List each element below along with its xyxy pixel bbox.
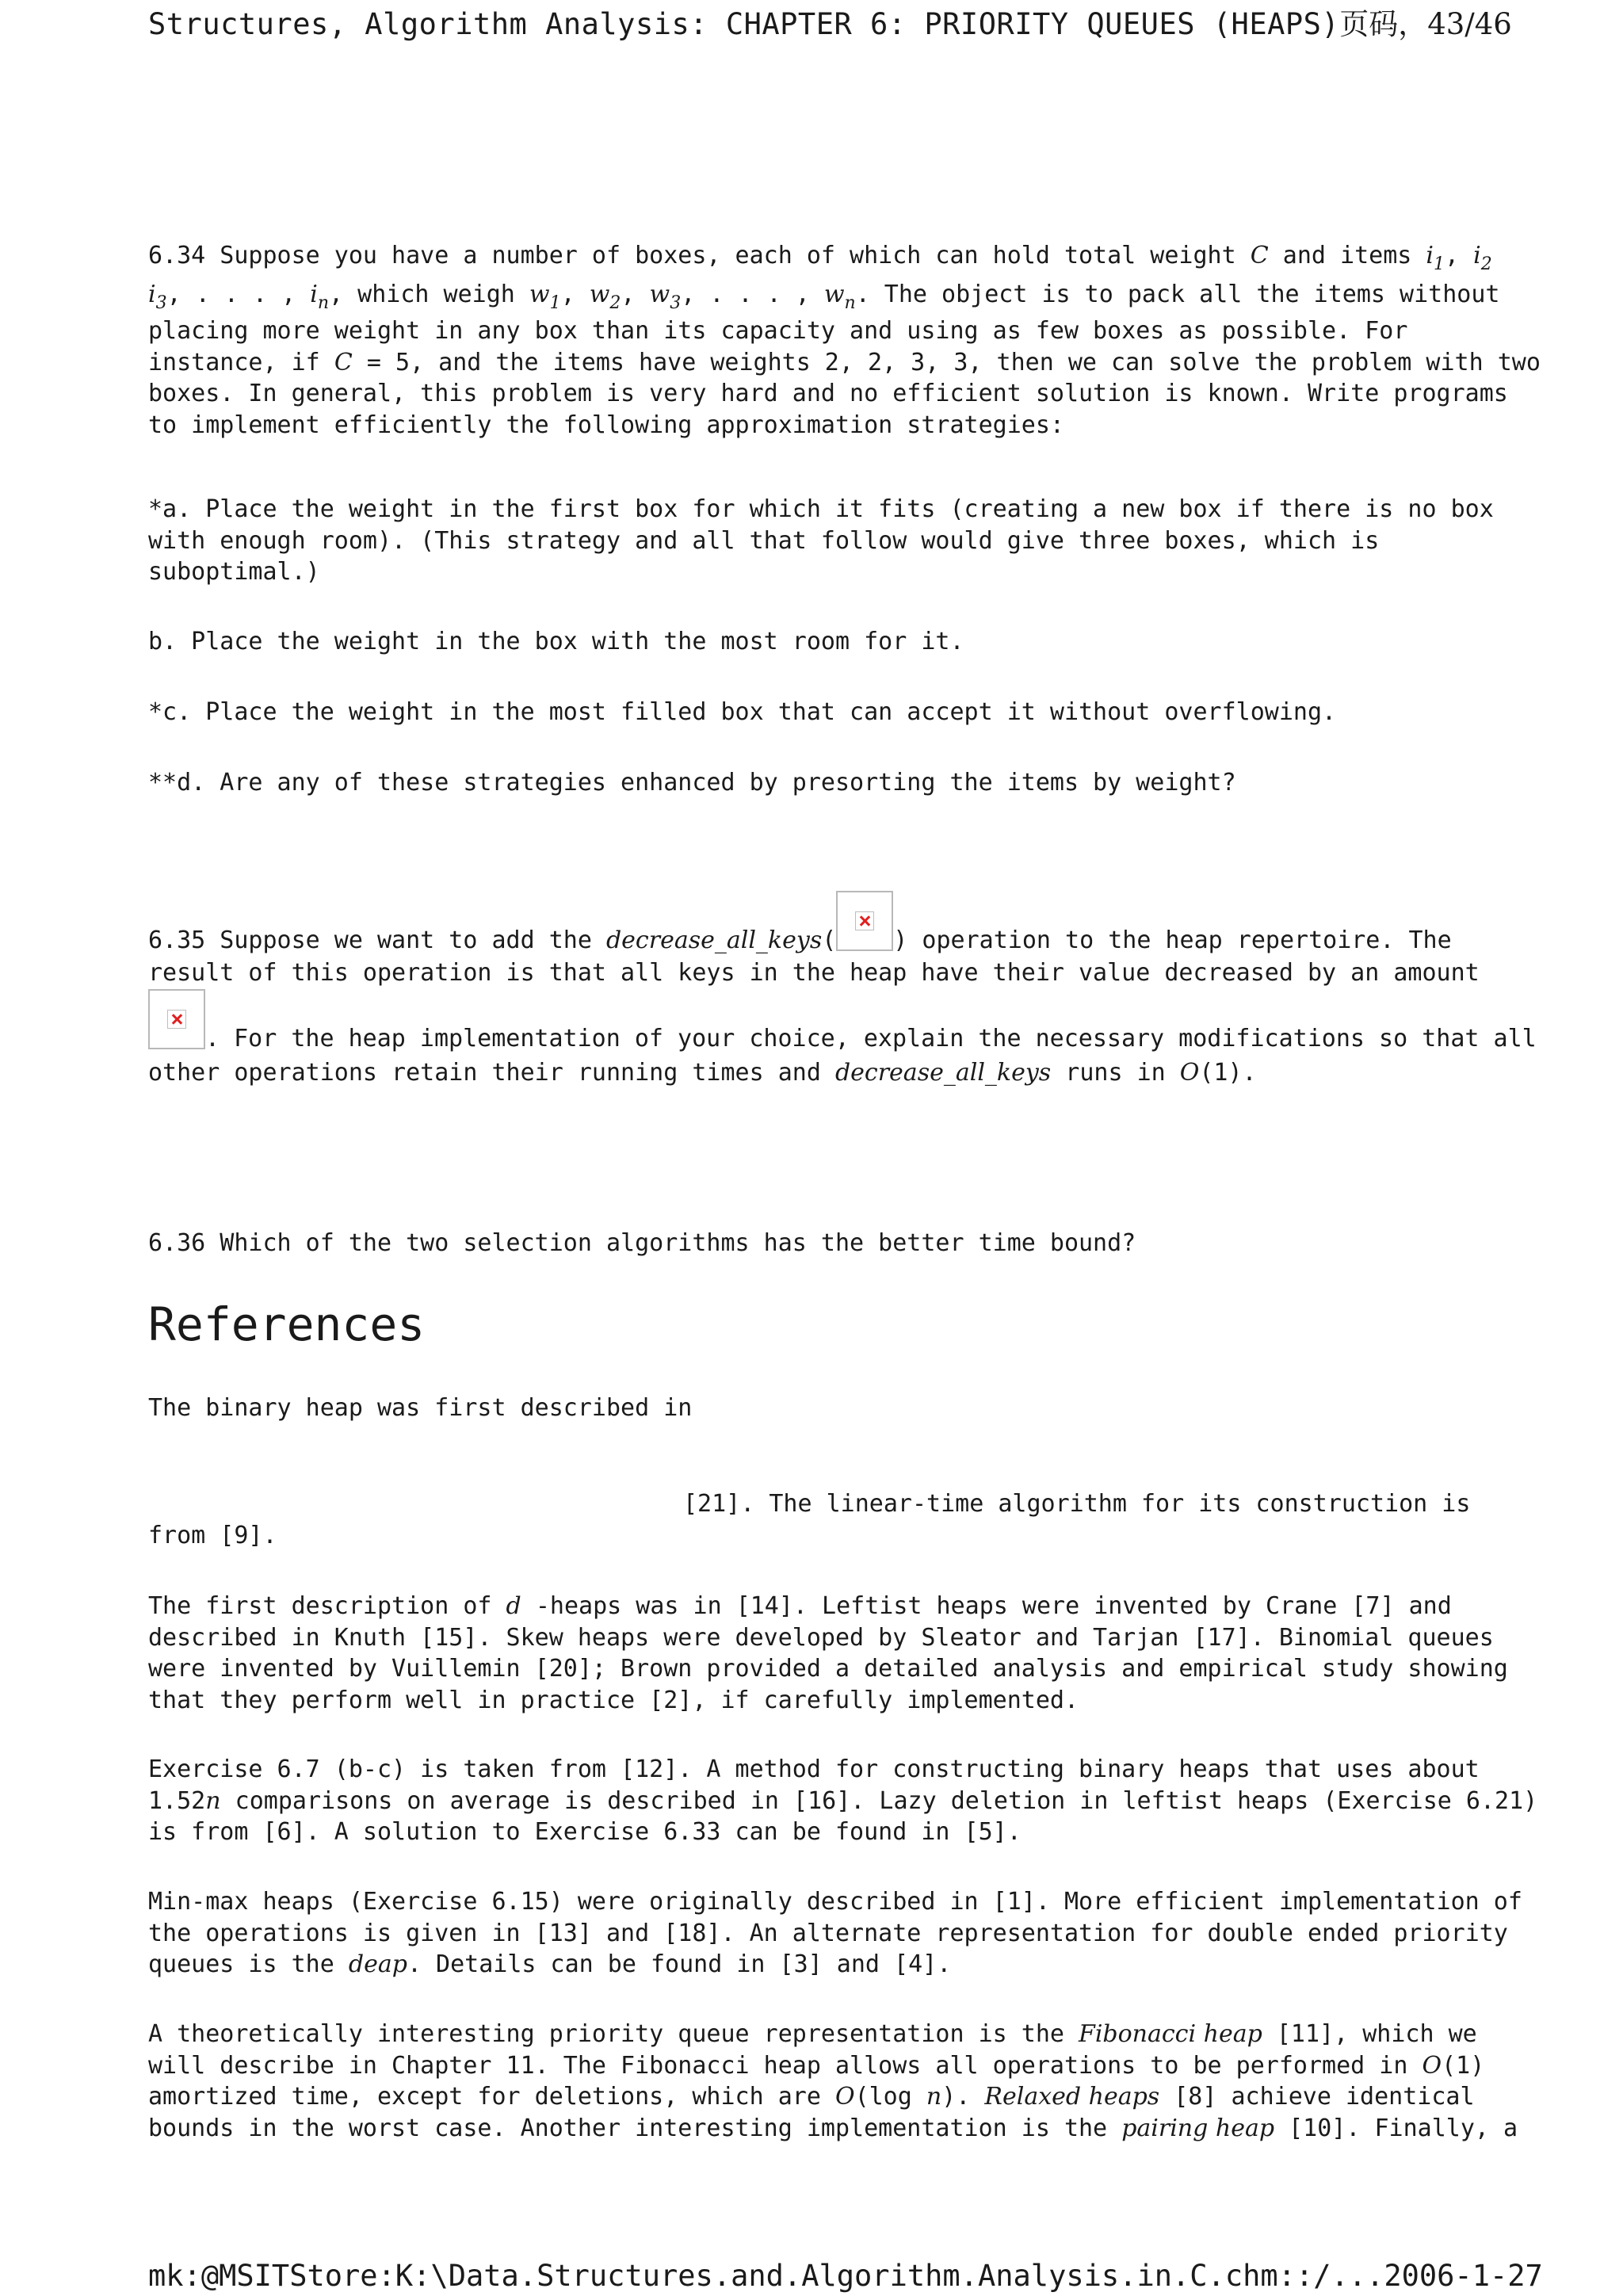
ex634-line-3: placing more weight in any box than its capacity and using as few boxes as possible. For — [148, 317, 1408, 345]
page-footer — [148, 2259, 1543, 2293]
ex634-line-4: instance, if C = 5, and the items have weights 2, 2, 3, 3, then we can solve the problem with two — [148, 348, 1541, 376]
ex634-line-1: 6.34 Suppose you have a number of boxes, each of which can hold total weight C and items $i_1$, $i_2$ — [148, 242, 1492, 274]
exercise-6-34 — [148, 238, 1541, 441]
header-title: Structures, Algorithm Analysis: CHAPTER 6: PRIORITY QUEUES (HEAPS) — [148, 7, 1340, 41]
footer-path: mk:@MSITStore:K:\Data.Structures.and.Algorithm.Analysis.in.C.chm::/... — [148, 2259, 1384, 2293]
references-p1: The binary heap was first described in — [148, 1394, 693, 1422]
strategy-c: *c. Place the weight in the most filled box that can accept it without overflowing. — [148, 698, 1337, 726]
ex635-line-2: result of this operation is that all keys in the heap have their value decreased by an amount — [148, 959, 1480, 987]
references-p3: Exercise 6.7 (b-c) is taken from [12]. A method for constructing binary heaps that uses about 1.52n comparisons on average is described in [16]. Lazy deletion in leftist heaps (Exercise 6.21) is from [6]. A solution to Exercise 6.33 can be found in [5]. — [148, 1755, 1538, 1846]
ex635-line-1: 6.35 Suppose we want to add the decrease_all_keys( ) operation to the heap repertoire. The — [148, 891, 1480, 957]
missing-image-icon — [836, 891, 893, 951]
ex634-line-6: to implement efficiently the following approximation strategies: — [148, 411, 1064, 439]
ex634-line-2: $i_3$, . . . , $i_n$, which weigh $w_1$, $w_2$, $w_3$, . . . , $w_n$. The object is to pack all the items without — [148, 281, 1500, 313]
ex634-line-5: boxes. In general, this problem is very hard and no efficient solution is known. Write programs — [148, 380, 1508, 407]
references-heading: References — [148, 1297, 426, 1351]
page-header — [148, 0, 1512, 43]
references-p4: Min-max heaps (Exercise 6.15) were originally described in [1]. More efficient implementation of the operations is given in [13] and [18]. An alternate representation for double ended priority queues is the deap. Details can be found in [3] and [4]. — [148, 1888, 1522, 1978]
references-p2: The first description of d -heaps was in [14]. Leftist heaps were invented by Crane [7] and described in Knuth [15]. Skew heaps were developed by Sleator and Tarjan [17]. Binomial queues were invented by Vuillemin [20]; Brown provided a detailed analysis and empirical study showing that they perform well in practice [2], if carefully implemented. — [148, 1592, 1508, 1714]
strategy-d: **d. Are any of these strategies enhanced by presorting the items by weight? — [148, 769, 1236, 797]
strategy-b: b. Place the weight in the box with the most room for it. — [148, 628, 964, 655]
page-counter: 页码，43/46 — [1339, 7, 1512, 41]
exercise-6-35 — [148, 891, 1537, 1088]
references-p1-cont: [21]. The linear-time algorithm for its construction is from [9]. — [148, 1490, 1471, 1549]
ex635-line-4: other operations retain their running times and decrease_all_keys runs in O(1). — [148, 1058, 1257, 1087]
ex635-line-3: . For the heap implementation of your choice, explain the necessary modifications so that all — [148, 989, 1480, 1057]
missing-image-icon — [148, 989, 205, 1049]
strategy-a: *a. Place the weight in the first box for which it fits (creating a new box if there is no box with enough room). (This strategy and all that follow would give three boxes, which is suboptimal.) — [148, 495, 1494, 586]
footer-date: 2006-1-27 — [1384, 2259, 1543, 2293]
exercise-6-36: 6.36 Which of the two selection algorithms has the better time bound? — [148, 1229, 1136, 1257]
references-p5: A theoretically interesting priority queue representation is the Fibonacci heap [11], which we will describe in Chapter 11. The Fibonacci heap allows all operations to be performed in O(1) amortized time, except for deletions, which are O(log n). Relaxed heaps [8] achieve identical bounds in the worst case. Another interesting implementation is the pairing heap [10]. Finally, a — [148, 2020, 1518, 2142]
